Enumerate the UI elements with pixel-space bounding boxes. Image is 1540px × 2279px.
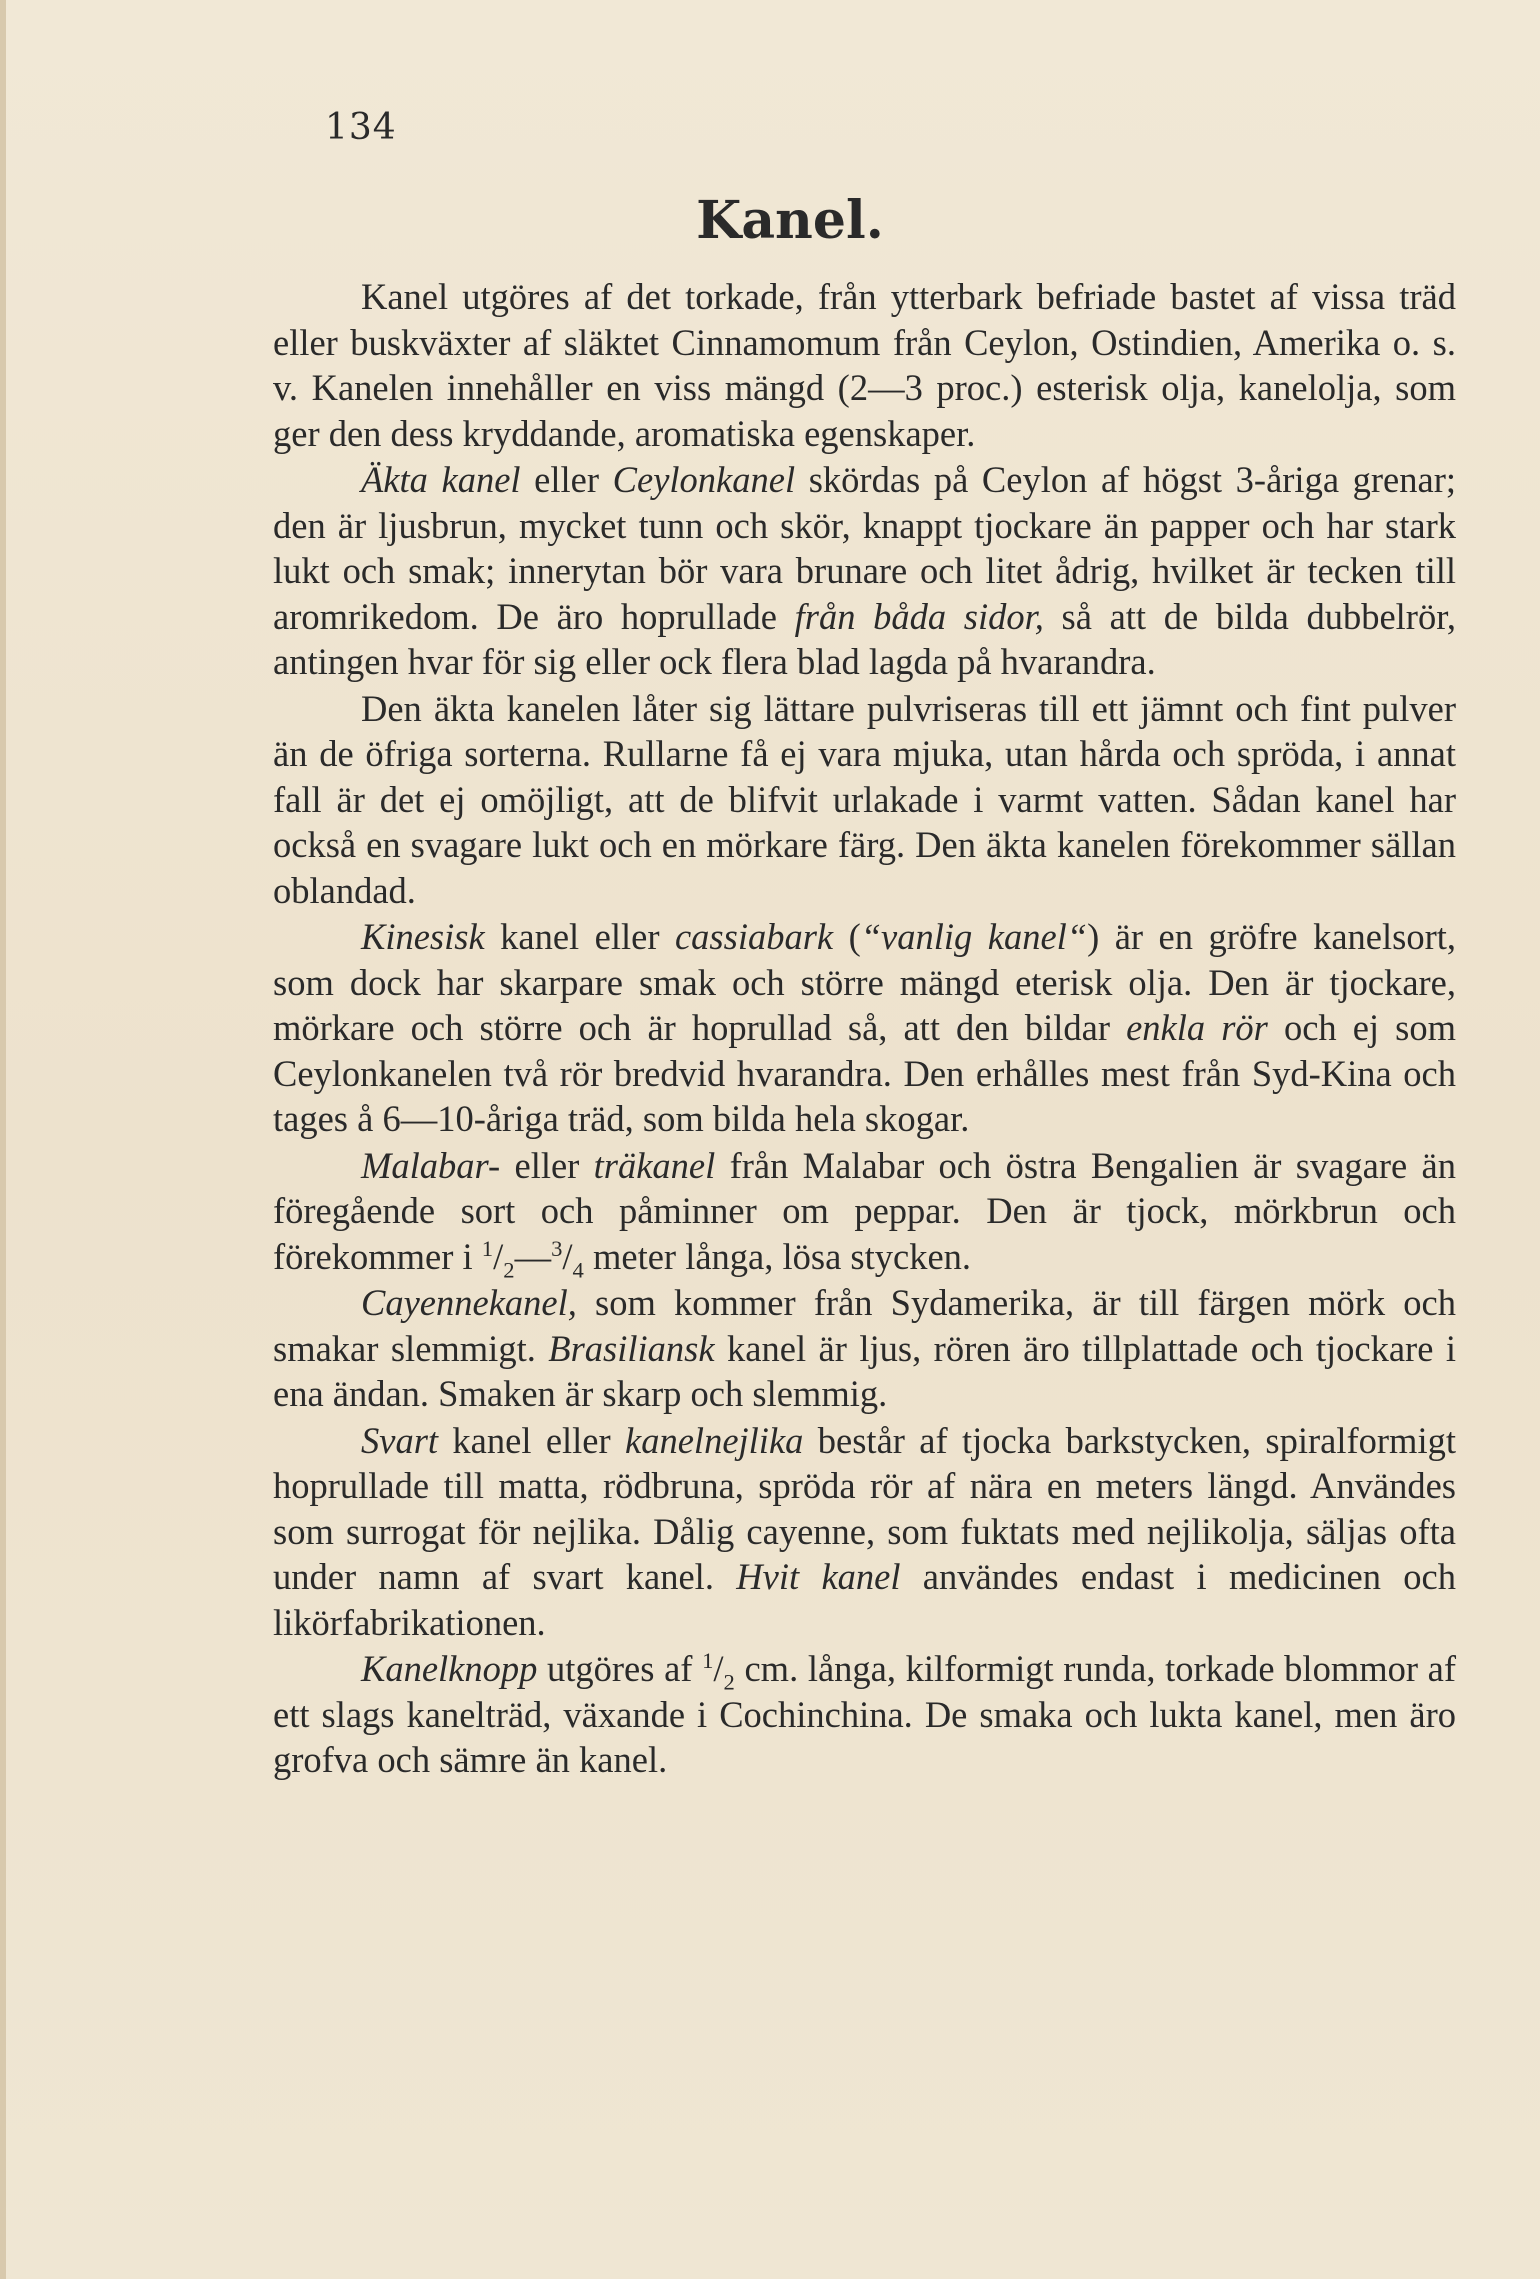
text-run: kanel eller bbox=[438, 1419, 626, 1461]
text-run: så att de bilda dubbelrör, antingen hvar för sig eller ock flera blad lagda på hvarandra. bbox=[273, 595, 1457, 682]
text-run: eller bbox=[520, 459, 613, 500]
italic-term: cassiabark bbox=[674, 916, 834, 957]
text-run: skördas på Ceylon af högst 3-åriga grenar; den är ljusbrun, mycket tunn och skör, knappt tjockare än papper och har stark lukt och smak; innerytan bör vara brunare och litet ådrig, hvilket är tecken till aromrikedom. De äro hoprullade bbox=[273, 459, 1457, 637]
paragraph bbox=[273, 914, 1456, 1142]
text-run: kanel eller bbox=[484, 916, 675, 957]
italic-term: Äkta kanel bbox=[361, 459, 521, 500]
italic-term: Ceylonkanel bbox=[612, 459, 796, 500]
text-run: kanel är ljus, rören äro tillplattade och tjockare i ena ändan. Smaken är skarp och slemmig. bbox=[273, 1327, 1456, 1414]
paragraph bbox=[273, 1280, 1456, 1417]
text-run: ) är en gröfre kanelsort, som dock har skarpare smak och större mängd eterisk olja. Den är tjockare, mörkare och större och är hoprullad så, att den bildar bbox=[273, 916, 1456, 1048]
fraction: $^1/_2$ bbox=[702, 1647, 735, 1695]
text-run: som kommer från Sydamerika, är till färgen mörk och smakar slemmigt. bbox=[273, 1282, 1456, 1369]
fraction-denominator: 4 bbox=[572, 1256, 584, 1282]
text-run: från Malabar och östra Bengalien är svagare än föregående sort och påminner om peppar. Den är tjock, mörkbrun och förekommer i bbox=[273, 1144, 1456, 1277]
paragraph bbox=[273, 1143, 1456, 1280]
text-run: användes endast i medicinen och likörfabrikationen. bbox=[273, 1556, 1456, 1643]
italic-term: Hvit kanel bbox=[736, 1556, 901, 1597]
fraction: $^3/_4$ bbox=[551, 1235, 584, 1282]
fraction-numerator: 1 bbox=[481, 1235, 494, 1261]
text-run: Kanel utgöres af det torkade, från ytterbark befriade bastet af vissa träd eller buskväxter af släktet Cinnamomum från Ceylon, Ostindien, Amerika o. s. v. Kanelen innehåller en viss mängd (2—3 proc.) esterisk olja, kanelolja, som ger den dess kryddande, aromatiska egenskaper. bbox=[273, 276, 1456, 454]
text-run: består af tjocka barkstycken, spiralformigt hoprullade till matta, rödbruna, spröda rör af nära en meters längd. Användes som surrogat för nejlika. Dålig cayenne, som fuktats med nejlikolja, säljas ofta under namn af svart kanel. bbox=[273, 1419, 1456, 1597]
paragraph bbox=[273, 1646, 1456, 1783]
paragraph bbox=[273, 457, 1456, 685]
italic-term: “vanlig kanel“ bbox=[860, 916, 1088, 957]
text-run: eller bbox=[500, 1144, 594, 1186]
fraction-denominator: 2 bbox=[503, 1256, 515, 1282]
italic-term: Kanelknopp bbox=[361, 1648, 538, 1689]
italic-term: träkanel bbox=[593, 1144, 716, 1186]
body-text bbox=[273, 274, 1456, 1783]
chapter-title: Kanel. bbox=[696, 190, 884, 251]
italic-term: från båda sidor, bbox=[794, 595, 1044, 637]
fraction-numerator: 1 bbox=[702, 1647, 714, 1673]
text-run: och ej som Ceylonkanelen två rör bredvid hvarandra. Den erhålles mest från Syd-Kina och tages å 6—10-åriga träd, som bilda hela skogar. bbox=[273, 1007, 1457, 1139]
italic-term: Brasiliansk bbox=[548, 1327, 715, 1369]
fraction-numerator: 3 bbox=[551, 1235, 563, 1261]
text-run: Den äkta kanelen låter sig lättare pulvriseras till ett jämnt och fint pulver än de öfriga sorterna. Rullarne få ej vara mjuka, utan hårda och spröda, i annat fall är det ej omöjligt, att de blifvit urlakade i varmt vatten. Sådan kanel har också en svagare lukt och en mörkare färg. Den äkta kanelen förekommer sällan oblandad. bbox=[273, 687, 1456, 911]
text-run: — bbox=[514, 1235, 552, 1277]
paragraph bbox=[273, 1418, 1456, 1646]
text-run: meter långa, lösa stycken. bbox=[583, 1235, 972, 1277]
paragraph bbox=[273, 686, 1456, 914]
page-number: 134 bbox=[325, 107, 397, 148]
italic-term: kanelnejlika bbox=[625, 1419, 804, 1461]
page-edge-shadow bbox=[0, 0, 6, 2279]
italic-term: Cayennekanel, bbox=[361, 1282, 577, 1323]
italic-term: Malabar- bbox=[361, 1144, 501, 1186]
text-run: utgöres af bbox=[537, 1648, 703, 1689]
text-run: ( bbox=[833, 916, 861, 957]
fraction: $^1/_2$ bbox=[481, 1235, 515, 1282]
paragraph bbox=[273, 274, 1456, 456]
italic-term: enkla rör bbox=[1126, 1007, 1268, 1048]
italic-term: Svart bbox=[361, 1419, 439, 1461]
text-run: cm. långa, kilformigt runda, torkade blommor af ett slags kanelträd, växande i Cochinchina. De smaka och lukta kanel, men äro grofva och sämre än kanel. bbox=[273, 1648, 1456, 1780]
fraction-denominator: 2 bbox=[723, 1669, 735, 1695]
italic-term: Kinesisk bbox=[361, 916, 485, 957]
